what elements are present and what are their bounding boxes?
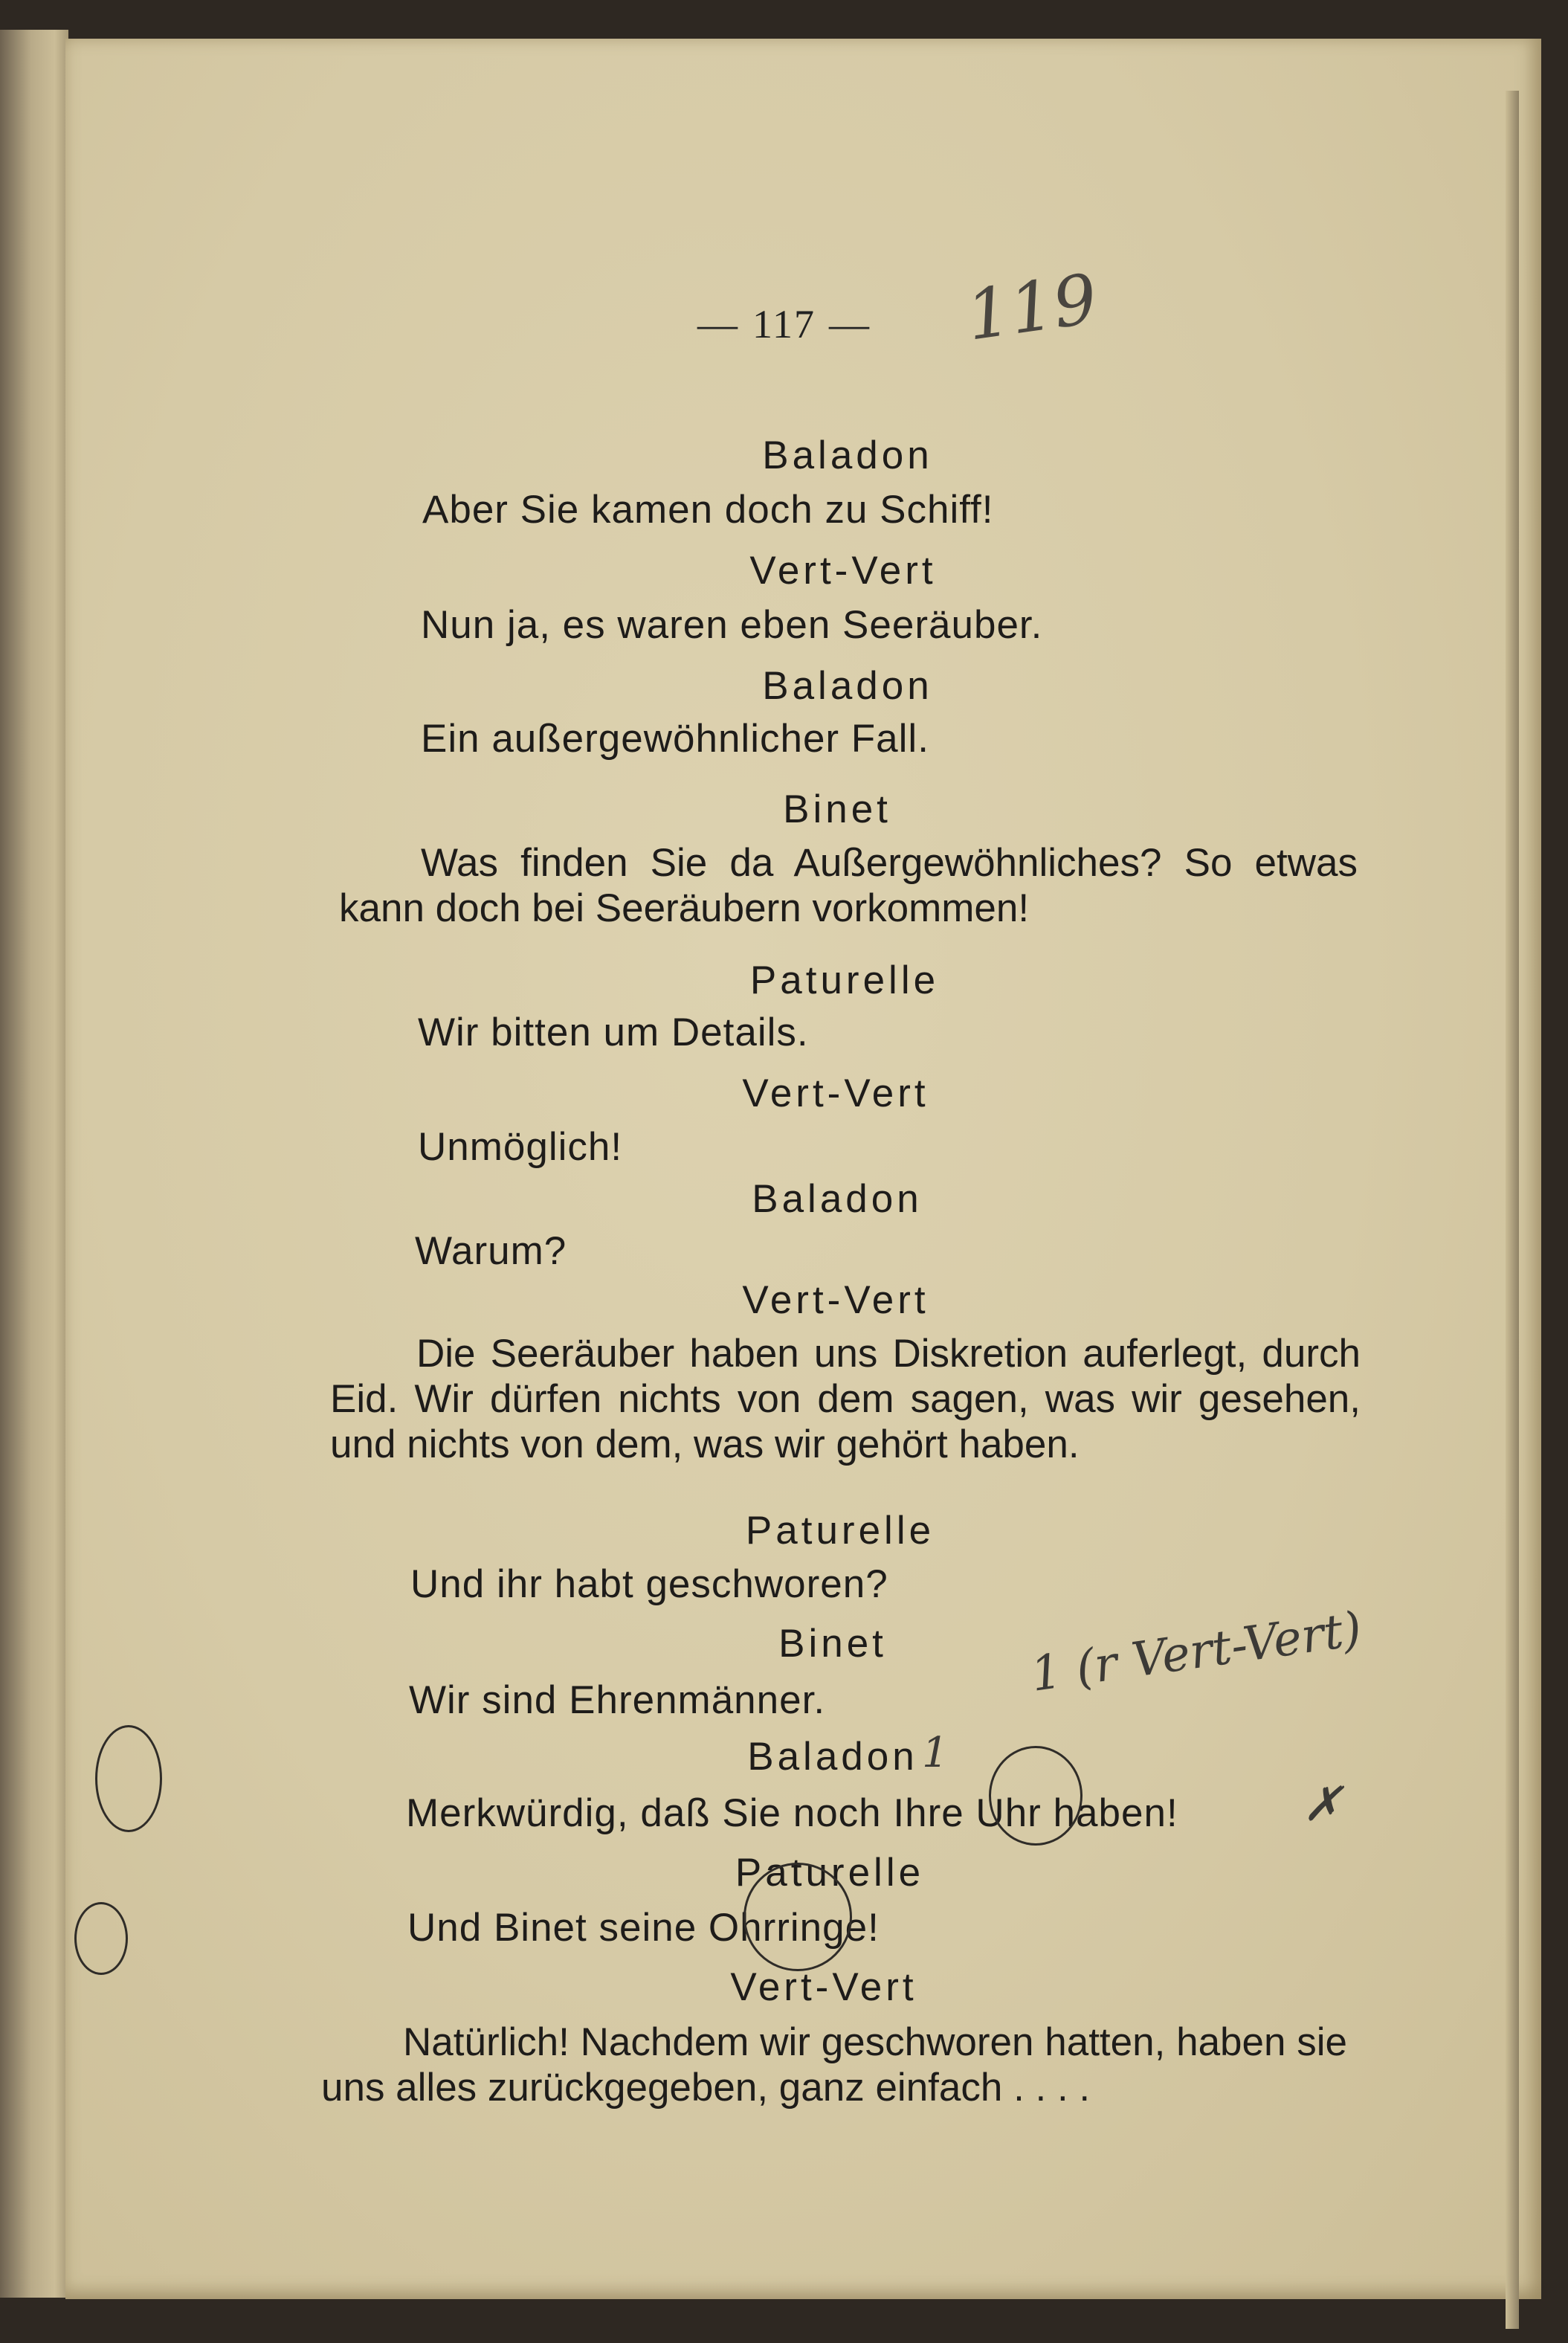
speaker-name: Vert-Vert <box>749 549 937 593</box>
speaker-name: Binet <box>783 787 891 831</box>
speaker-name: Baladon <box>762 434 933 477</box>
dialogue-line: Merkwürdig, daß Sie noch Ihre Uhr haben! <box>406 1791 1178 1835</box>
speaker-name: Baladon <box>747 1735 918 1779</box>
pencil-margin-note: 1 (r Vert-Vert) <box>1027 1602 1365 1703</box>
book-spine <box>0 30 68 2298</box>
pencil-page-number: 119 <box>961 259 1103 356</box>
dialogue-line: Und ihr habt geschworen? <box>410 1562 888 1606</box>
pencil-speaker-mark: 1 <box>922 1729 949 1777</box>
speaker-name: Paturelle <box>745 1509 935 1553</box>
dialogue-line: Natürlich! Nachdem wir geschworen hatten, haben sie uns alles zurückgegeben, ganz einfach . . . . <box>321 2020 1347 2110</box>
speaker-name: Vert-Vert <box>730 1965 917 2009</box>
header-dash-left: — <box>697 302 739 347</box>
pencil-circle-mark <box>989 1746 1083 1846</box>
dialogue-line: Nun ja, es waren eben Seeräuber. <box>421 603 1043 647</box>
pencil-margin-circle <box>95 1725 162 1832</box>
dialogue-line: Unmöglich! <box>418 1125 623 1169</box>
dialogue-line: Die Seeräuber haben uns Diskretion auferlegt, durch Eid. Wir dürfen nichts von dem sagen, was wir gesehen, und nichts von dem, was wir gehört haben. <box>330 1332 1361 1466</box>
header-dash-right: — <box>829 302 871 347</box>
speaker-name: Binet <box>778 1622 887 1666</box>
dialogue-line: Aber Sie kamen doch zu Schiff! <box>422 488 994 532</box>
dialogue-line: Wir sind Ehrenmänner. <box>409 1678 826 1722</box>
speaker-name: Baladon <box>752 1177 923 1221</box>
speaker-name: Vert-Vert <box>742 1278 929 1322</box>
speaker-name: Paturelle <box>749 958 940 1002</box>
pencil-circle-mark <box>743 1863 852 1971</box>
dialogue-line: Warum? <box>415 1229 567 1273</box>
dialogue-line: Ein außergewöhnlicher Fall. <box>421 717 929 761</box>
dialogue-line: Wir bitten um Details. <box>418 1011 809 1054</box>
speaker-name: Paturelle <box>735 1851 925 1895</box>
speaker-name: Baladon <box>762 664 933 708</box>
speaker-name: Vert-Vert <box>742 1071 929 1115</box>
pencil-cross-mark: ✗ <box>1303 1777 1343 1832</box>
dialogue-line: Und Binet seine Ohrringe! <box>407 1906 880 1950</box>
pencil-margin-circle <box>74 1902 128 1975</box>
page-number: 117 <box>752 302 816 347</box>
page-edge <box>1506 91 1519 2329</box>
dialogue-line: Was finden Sie da Außergewöhnliches? So etwas kann doch bei Seeräubern vorkommen! <box>339 841 1358 930</box>
page-header <box>0 301 1568 347</box>
